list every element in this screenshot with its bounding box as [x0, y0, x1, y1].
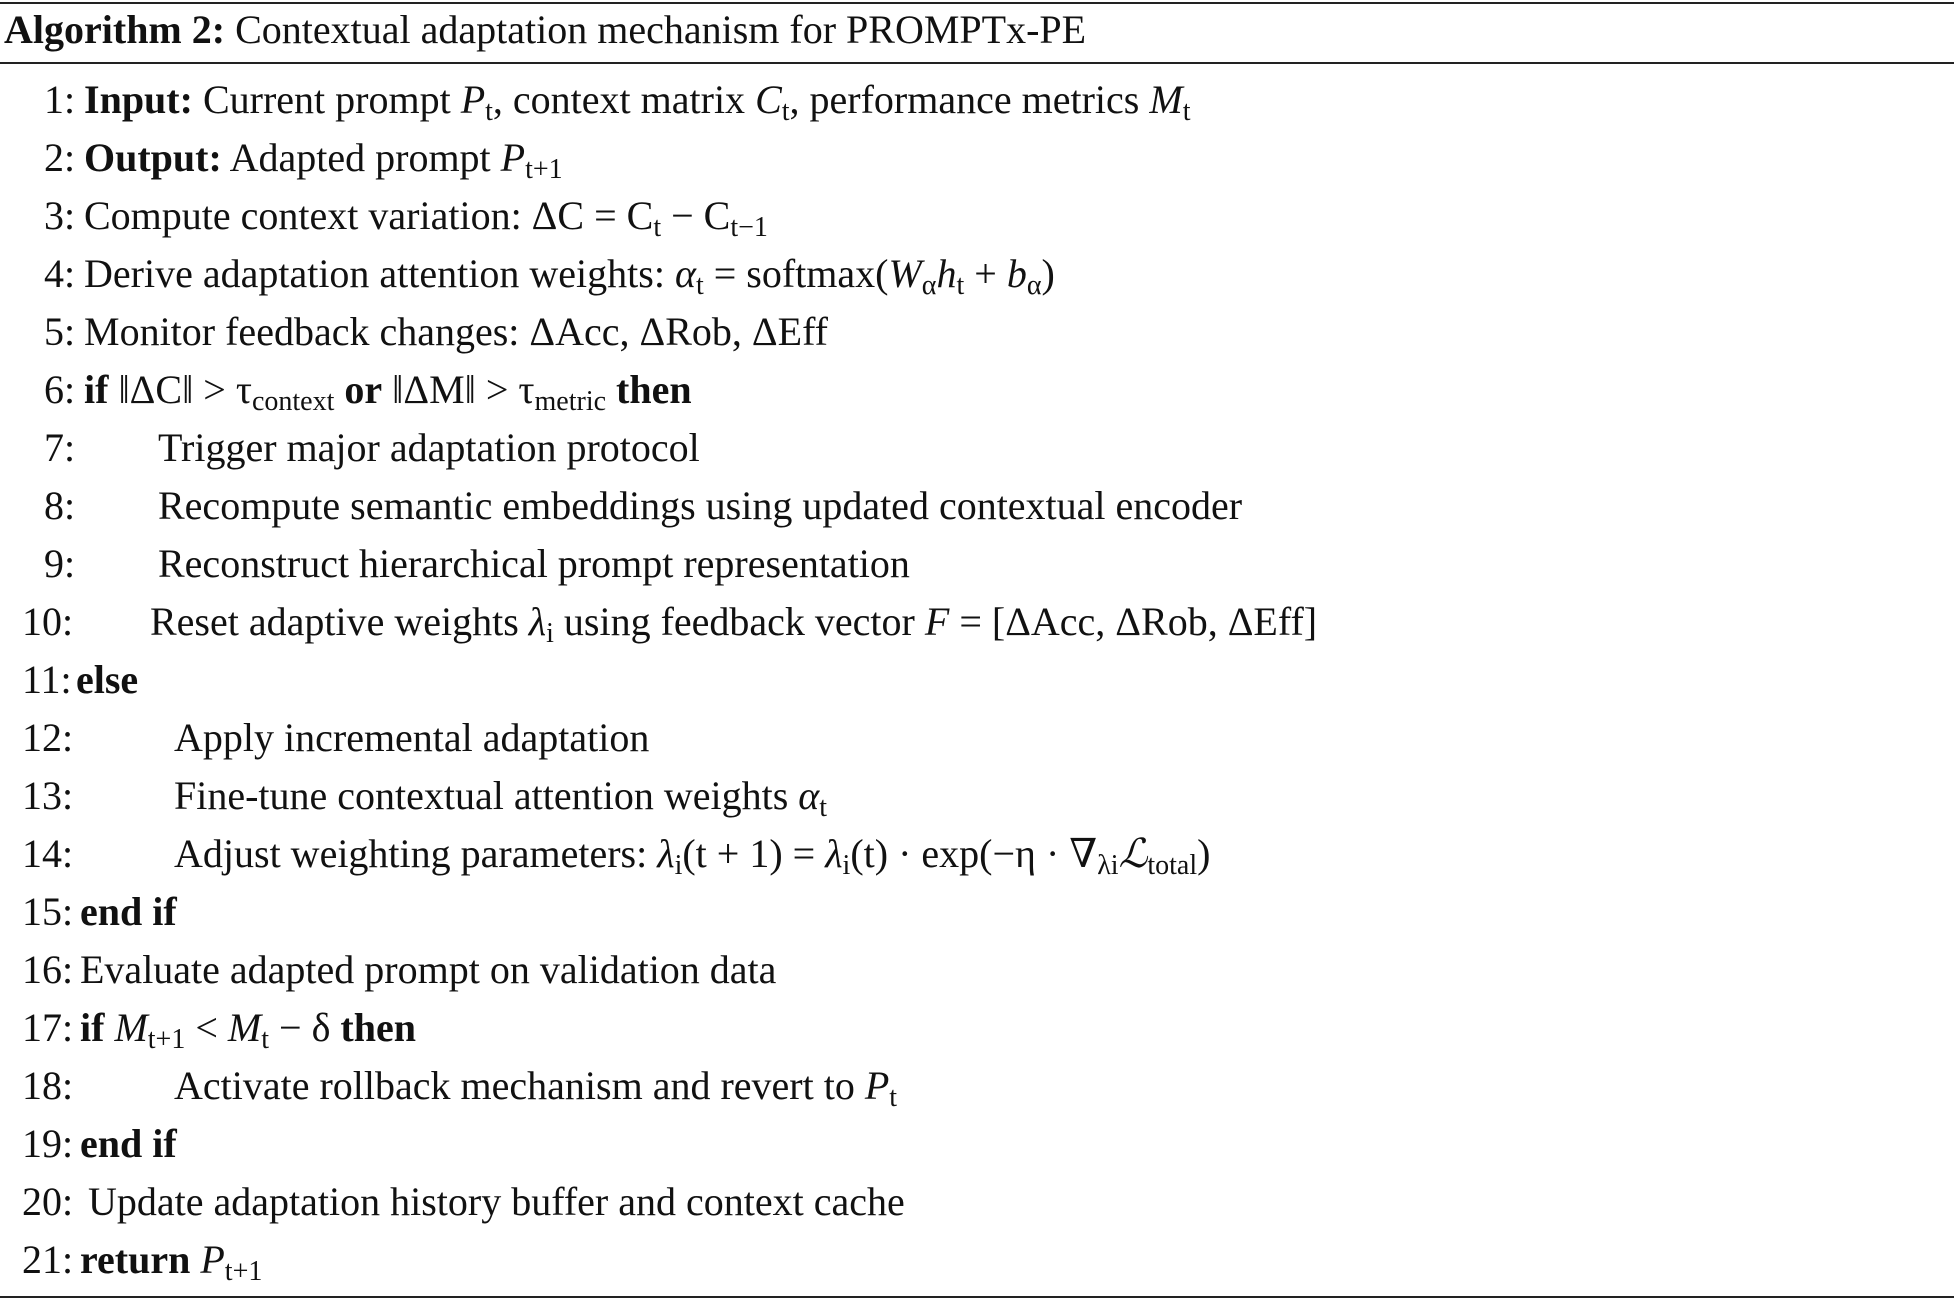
- subscript: t: [781, 96, 790, 127]
- keyword: Input:: [84, 77, 193, 122]
- keyword: then: [616, 367, 692, 412]
- line-text: [80, 1232, 262, 1288]
- line-text: Apply incremental adaptation: [174, 715, 650, 760]
- line-text: Update adaptation history buffer and context cache: [88, 1179, 905, 1224]
- text: = [ΔAcc, ΔRob, ΔEff]: [959, 599, 1318, 644]
- algorithm-title: Contextual adaptation mechanism for PROMPTx-PE: [235, 7, 1087, 52]
- keyword: end if: [80, 889, 177, 934]
- subscript: context: [251, 386, 335, 417]
- math: α: [798, 773, 820, 818]
- line-number: 10:: [22, 599, 74, 644]
- line-text: Recompute semantic embeddings using updated contextual encoder: [158, 483, 1243, 528]
- text: , performance metrics: [789, 77, 1140, 122]
- line-text: Reconstruct hierarchical prompt representation: [158, 541, 910, 586]
- line-number: 12:: [22, 715, 74, 760]
- line-number: 11:: [22, 657, 72, 702]
- math: b: [1006, 251, 1027, 296]
- subscript: t: [819, 792, 828, 823]
- math: W: [888, 251, 922, 296]
- caption-rule: [0, 62, 1954, 64]
- text: Adjust weighting parameters:: [174, 831, 648, 876]
- math: M: [227, 1005, 262, 1050]
- subscript: i: [674, 850, 683, 881]
- text: ): [1041, 251, 1055, 296]
- text: <: [195, 1005, 218, 1050]
- math: λ: [528, 599, 547, 644]
- keyword: else: [76, 657, 139, 702]
- line-number: 7:: [44, 425, 76, 470]
- subscript: t: [485, 96, 493, 127]
- text: Reset adaptive weights: [150, 599, 519, 644]
- line-text: [84, 72, 1190, 128]
- line-number: 19:: [22, 1121, 74, 1166]
- text: Current prompt: [202, 77, 451, 122]
- math: λ: [825, 831, 843, 876]
- line-text: [84, 130, 563, 186]
- math: P: [200, 1237, 225, 1282]
- line-number: 13:: [22, 773, 74, 818]
- line-number: 8:: [44, 483, 76, 528]
- line-number: 16:: [22, 947, 74, 992]
- line-number: 17:: [22, 1005, 74, 1050]
- text: Derive adaptation attention weights:: [84, 251, 665, 296]
- line-text: [84, 362, 692, 418]
- keyword: or: [344, 367, 383, 412]
- text: − δ: [279, 1005, 331, 1050]
- line-number: 18:: [22, 1063, 74, 1108]
- keyword: return: [80, 1237, 191, 1282]
- text: Fine-tune contextual attention weights: [174, 773, 789, 818]
- subscript: t: [889, 1082, 898, 1113]
- keyword: Output:: [84, 135, 222, 180]
- text: ): [1197, 831, 1211, 876]
- text: − C: [661, 193, 731, 238]
- subscript: t: [1182, 96, 1191, 127]
- line-text: [174, 1058, 897, 1114]
- subscript: λi: [1097, 850, 1119, 881]
- subscript: t: [653, 212, 662, 243]
- text: +: [964, 251, 1007, 296]
- keyword: end if: [80, 1121, 177, 1166]
- subscript: t: [261, 1024, 270, 1055]
- math: C: [755, 77, 782, 122]
- line-number: 1:: [44, 77, 76, 122]
- math: h: [936, 251, 957, 296]
- text: (t + 1) =: [682, 831, 816, 876]
- keyword: if: [80, 1005, 105, 1050]
- line-text: [174, 826, 1210, 882]
- text: Adapted prompt: [229, 135, 491, 180]
- line-number: 20:: [22, 1179, 74, 1224]
- math: α: [674, 251, 696, 296]
- line-text: [84, 188, 768, 244]
- line-text: [84, 246, 1055, 302]
- line-text: Trigger major adaptation protocol: [158, 425, 700, 470]
- line-number: 6:: [44, 367, 76, 412]
- line-number: 2:: [44, 135, 76, 180]
- line-number: 9:: [44, 541, 76, 586]
- text: (t) · exp(−η · ∇: [850, 831, 1098, 876]
- line-number: 14:: [22, 831, 74, 876]
- subscript: α: [1026, 270, 1042, 301]
- math: P: [460, 77, 486, 122]
- math: M: [1149, 77, 1183, 122]
- math: F: [924, 599, 950, 644]
- subscript: metric: [534, 386, 607, 417]
- line-text: [80, 1000, 416, 1056]
- line-number: 4:: [44, 251, 76, 296]
- text: = softmax(: [703, 251, 889, 296]
- math: M: [114, 1005, 148, 1050]
- line-text: [174, 768, 827, 824]
- math: P: [500, 135, 526, 180]
- subscript: t+1: [147, 1024, 186, 1055]
- line-text: Evaluate adapted prompt on validation data: [80, 947, 777, 992]
- subscript: α: [921, 270, 937, 301]
- math: ℒ: [1118, 831, 1148, 876]
- line-number: 15:: [22, 889, 74, 934]
- text: Compute context variation: ΔC = C: [84, 193, 654, 238]
- line-number: 5:: [44, 309, 76, 354]
- subscript: t−1: [730, 212, 768, 243]
- line-number: 21:: [22, 1237, 74, 1282]
- text: using feedback vector: [563, 599, 915, 644]
- subscript: i: [546, 618, 554, 649]
- text: , context matrix: [492, 77, 746, 122]
- subscript: t: [956, 270, 965, 301]
- subscript: t+1: [525, 154, 563, 185]
- math: P: [864, 1063, 890, 1108]
- text: ‖ΔM‖ > τ: [392, 367, 535, 412]
- bottom-rule: [0, 1296, 1954, 1298]
- math: λ: [657, 831, 675, 876]
- subscript: i: [842, 850, 851, 881]
- line-text: Monitor feedback changes: ΔAcc, ΔRob, ΔEff: [84, 309, 828, 354]
- line-text: [150, 594, 1317, 650]
- keyword: then: [340, 1005, 416, 1050]
- algorithm-caption: [4, 2, 1086, 62]
- line-number: 3:: [44, 193, 76, 238]
- subscript: total: [1147, 850, 1198, 881]
- text: Activate rollback mechanism and revert to: [174, 1063, 855, 1108]
- keyword: if: [84, 367, 109, 412]
- subscript: t+1: [224, 1256, 263, 1287]
- text: ‖ΔC‖ > τ: [118, 367, 252, 412]
- algorithm-label: Algorithm 2:: [4, 7, 226, 52]
- subscript: t: [695, 270, 704, 301]
